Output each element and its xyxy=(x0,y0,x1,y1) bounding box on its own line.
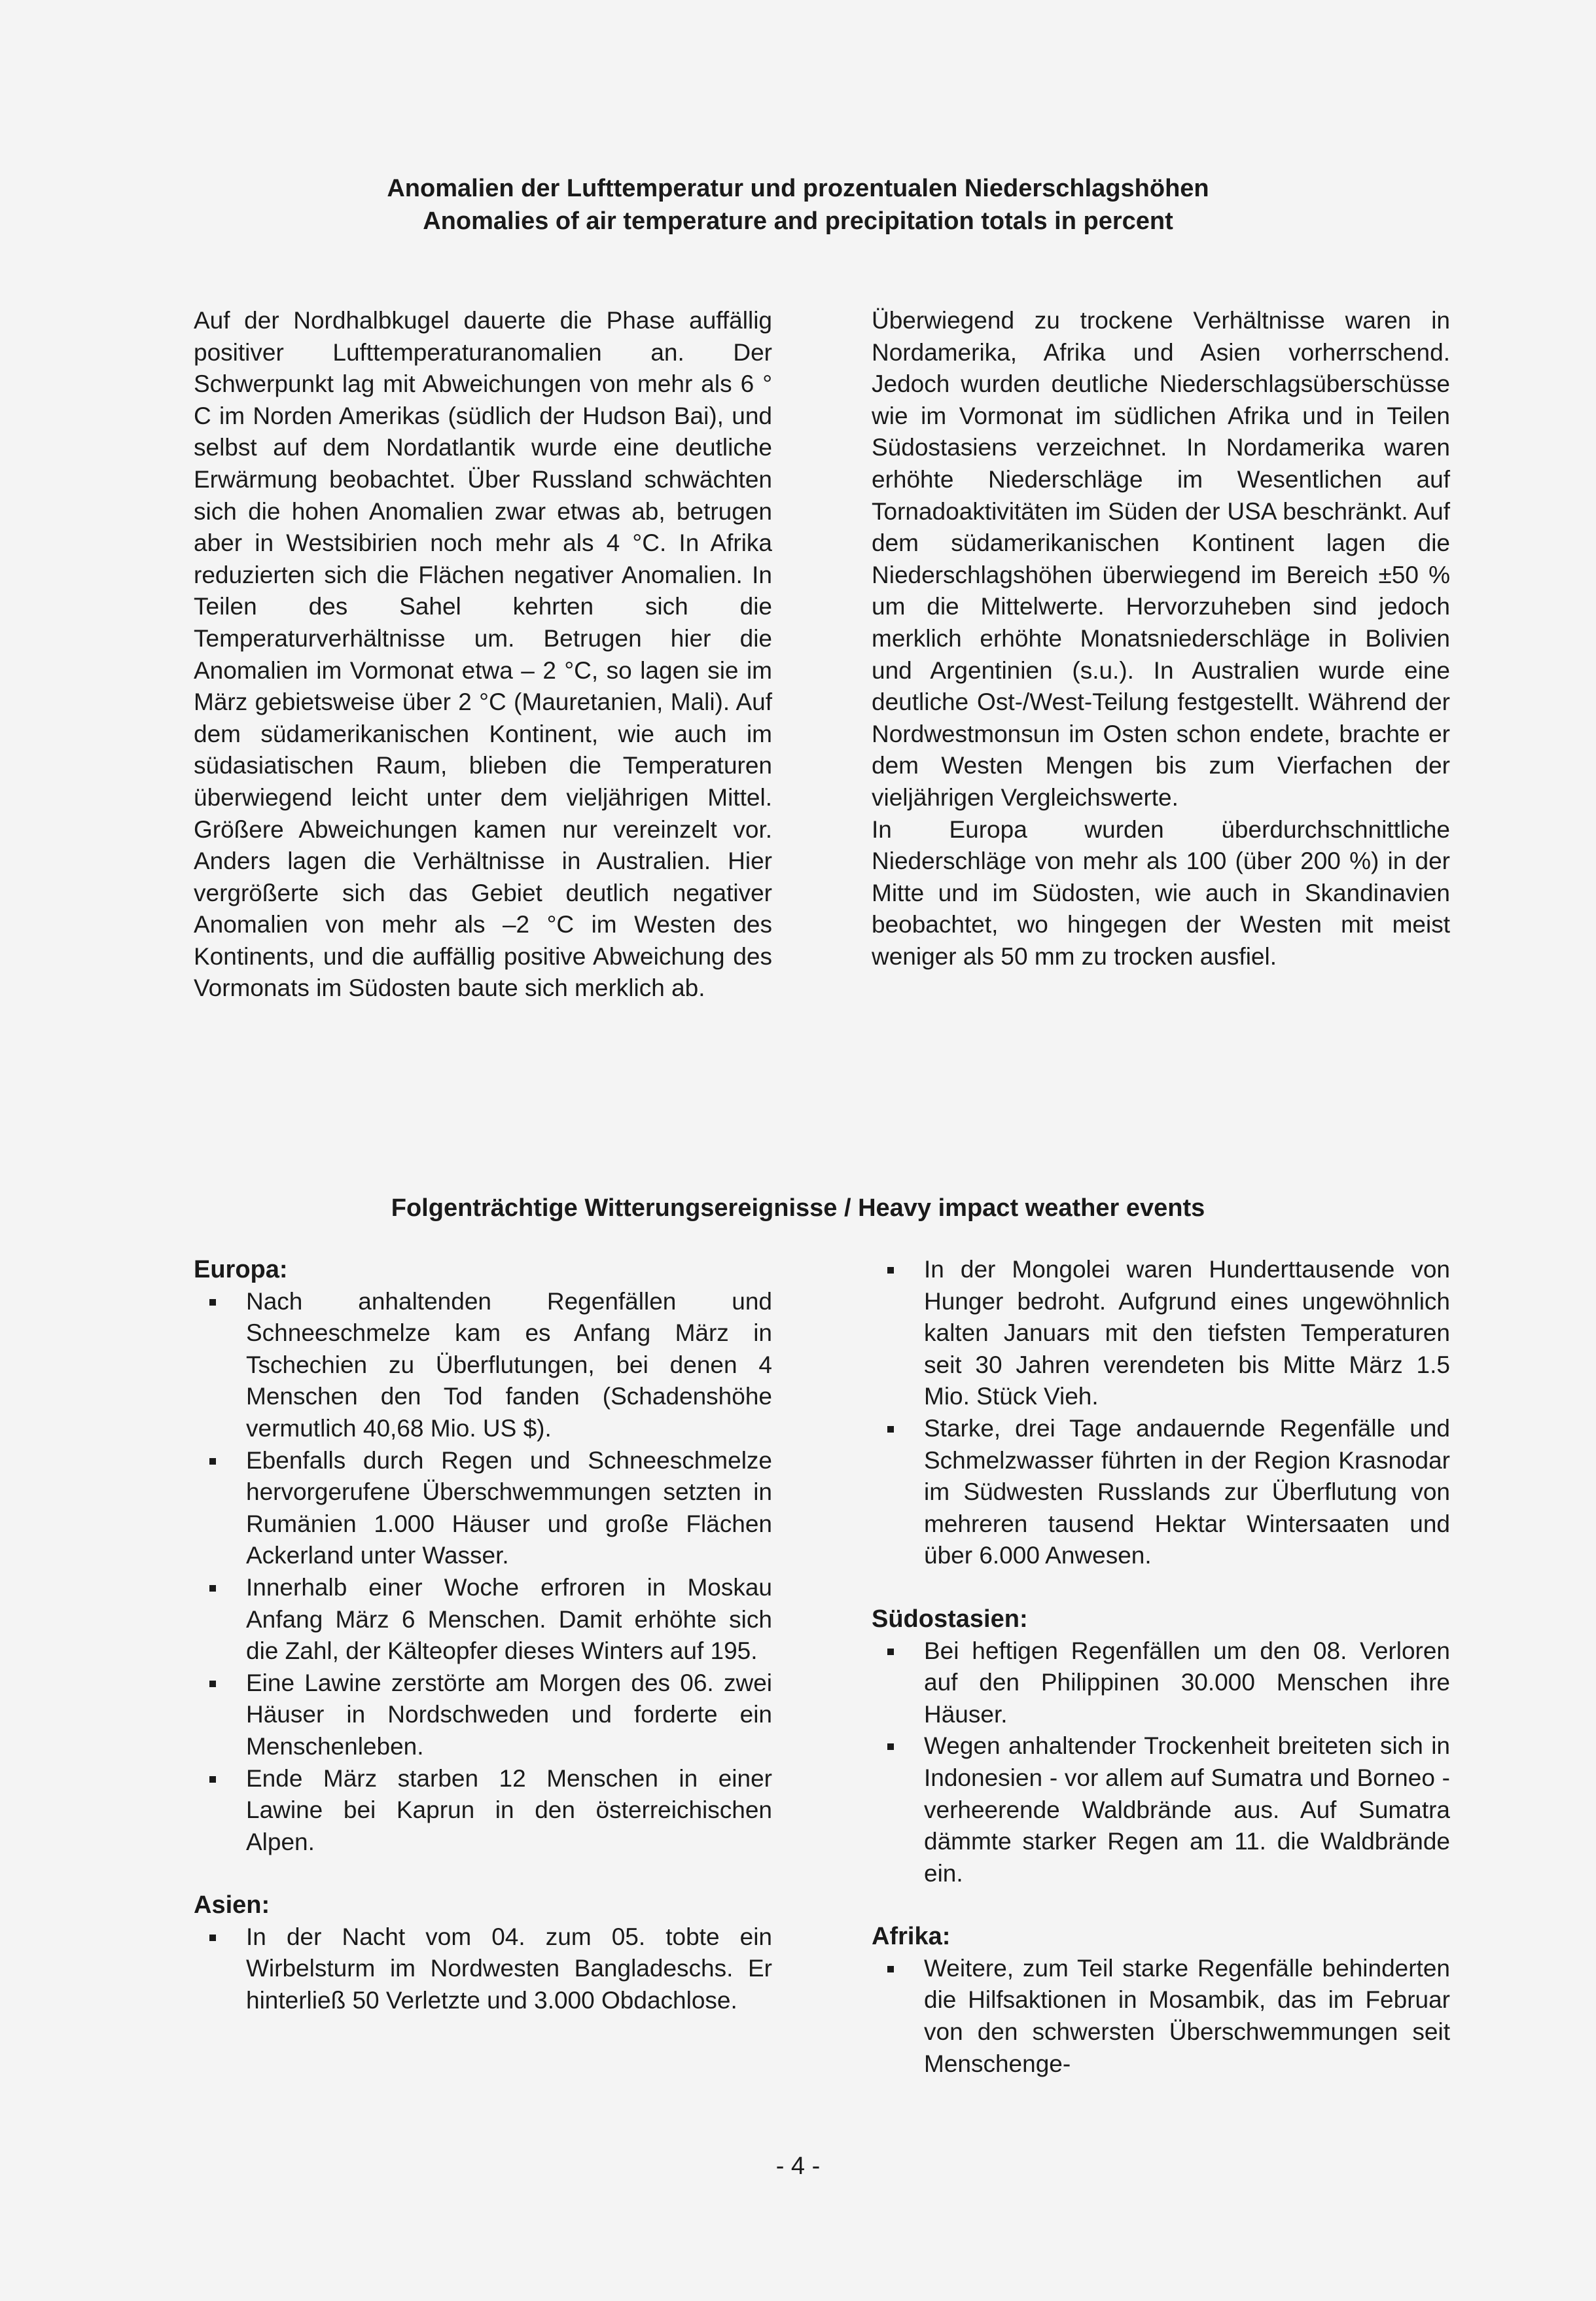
events-right-column xyxy=(872,1254,1450,2080)
temperature-paragraph: Auf der Nordhalbkugel dauerte die Phase auffällig positiver Lufttemperaturanomalien an. Der Schwerpunkt lag mit Abweichungen von mehr als 6 ° C im Norden Amerikas (südlich der Hudson Bai), und selbst auf dem Nordatlantik wurde eine deutliche Erwärmung beobachtet. Über Russland schwächten sich die hohen Anomalien zwar etwas ab, betrugen aber in Westsibirien noch mehr als 4 °C. In Afrika reduzierten sich die Flächen negativer Anomalien. In Teilen des Sahel kehrten sich die Temperaturverhältnisse um. Betrugen hier die Anomalien im Vormonat etwa – 2 °C, so lagen sie im März gebietsweise über 2 °C (Mauretanien, Mali). Auf dem südamerikanischen Kontinent, wie auch im südasiatischen Raum, blieben die Temperaturen überwiegend leicht unter dem vieljährigen Mittel. Größere Abweichungen kamen nur vereinzelt vor. Anders lagen die Verhältnisse in Australien. Hier vergrößerte sich das Gebiet deutlich negativer Anomalien von mehr als –2 °C im Westen des Kontinents, und die auffällig positive Abweichung des Vormonats im Südosten baute sich merklich ab. xyxy=(194,307,772,1002)
list-item: Wegen anhaltender Trockenheit breiteten sich in Indonesien - vor allem auf Sumatra und Borneo - verheerende Waldbrände aus. Auf Sumatra dämmte starker Regen am 11. die Waldbrände ein. xyxy=(872,1730,1450,1889)
page-number: - 4 - xyxy=(775,2152,821,2180)
anomalies-precipitation-column xyxy=(872,305,1450,972)
suedostasien-list xyxy=(872,1635,1450,1890)
list-item: Nach anhaltenden Regenfällen und Schneeschmelze kam es Anfang März in Tschechien zu Überflutungen, bei denen 4 Menschen den Tod fanden (Schadenshöhe vermutlich 40,68 Mio. US $). xyxy=(194,1286,772,1445)
anomalies-title-de: Anomalien der Lufttemperatur und prozentualen Niederschlagshöhen xyxy=(387,175,1209,202)
suedostasien-heading: Südostasien: xyxy=(872,1605,1028,1633)
list-item: Ebenfalls durch Regen und Schneeschmelze hervorgerufene Überschwemmungen setzten in Rumänien 1.000 Häuser und große Flächen Ackerland unter Wasser. xyxy=(194,1445,772,1572)
afrika-list xyxy=(872,1953,1450,2080)
list-item: In der Mongolei waren Hunderttausende von Hunger bedroht. Aufgrund eines ungewöhnlich kalten Januars mit den tiefsten Temperaturen seit 30 Jahren verendeten bis Mitte März 1.5 Mio. Stück Vieh. xyxy=(872,1254,1450,1413)
list-item: Weitere, zum Teil starke Regenfälle behinderten die Hilfsaktionen in Mosambik, das im Februar von den schwersten Überschwemmungen seit Menschenge- xyxy=(872,1953,1450,2080)
list-item: Starke, drei Tage andauernde Regenfälle und Schmelzwasser führten in der Region Krasnodar im Südwesten Russlands zur Überflutung von mehreren tausend Hektar Wintersaaten und über 6.000 Anwesen. xyxy=(872,1413,1450,1572)
list-item: Bei heftigen Regenfällen um den 08. Verloren auf den Philippinen 30.000 Menschen ihre Häuser. xyxy=(872,1635,1450,1731)
events-title: Folgenträchtige Witterungsereignisse / Heavy impact weather events xyxy=(391,1194,1205,1222)
list-item: In der Nacht vom 04. zum 05. tobte ein Wirbelsturm im Nordwesten Bangladeschs. Er hinterließ 50 Verletzte und 3.000 Obdachlose. xyxy=(194,1921,772,2017)
precipitation-paragraph-2: In Europa wurden überdurchschnittliche Niederschläge von mehr als 100 (über 200 %) in der Mitte und im Südosten, wie auch in Skandinavien beobachtet, wo hingegen der Westen mit meist weniger als 50 mm zu trocken ausfiel. xyxy=(872,815,1450,970)
afrika-heading: Afrika: xyxy=(872,1923,951,1951)
list-item: Innerhalb einer Woche erfroren in Moskau Anfang März 6 Menschen. Damit erhöhte sich die Zahl, der Kälteopfer dieses Winters auf 195. xyxy=(194,1572,772,1668)
europa-list xyxy=(194,1286,772,1859)
list-item: Ende März starben 12 Menschen in einer Lawine bei Kaprun in den österreichischen Alpen. xyxy=(194,1763,772,1859)
precipitation-paragraph-1: Überwiegend zu trockene Verhältnisse waren in Nordamerika, Afrika und Asien vorherrschend. Jedoch wurden deutliche Niederschlagsüberschüsse wie im Vormonat im südlichen Afrika und in Teilen Südostasiens verzeichnet. In Nordamerika waren erhöhte Niederschläge im Wesentlichen auf Tornadoaktivitäten im Süden der USA beschränkt. Auf dem südamerikanischen Kontinent lagen die Niederschlagshöhen überwiegend im Bereich ±50 % um die Mittelwerte. Hervorzuheben sind jedoch merklich erhöhte Monatsniederschläge in Bolivien und Argentinien (s.u.). In Australien wurde eine deutliche Ost-/West-Teilung festgestellt. Während der Nordwestmonsun im Osten schon endete, brachte er dem Westen Mengen bis zum Vierfachen der vieljährigen Vergleichswerte. xyxy=(872,307,1450,811)
europa-heading: Europa: xyxy=(194,1256,288,1283)
asien-list-continued xyxy=(872,1254,1450,1572)
anomalies-title-en: Anomalies of air temperature and precipitation totals in percent xyxy=(423,207,1173,235)
anomalies-temperature-column xyxy=(194,305,772,1005)
list-item: Eine Lawine zerstörte am Morgen des 06. zwei Häuser in Nordschweden und forderte ein Menschenleben. xyxy=(194,1668,772,1763)
events-left-column xyxy=(194,1254,772,2017)
asien-list xyxy=(194,1921,772,2017)
asien-heading: Asien: xyxy=(194,1891,270,1919)
